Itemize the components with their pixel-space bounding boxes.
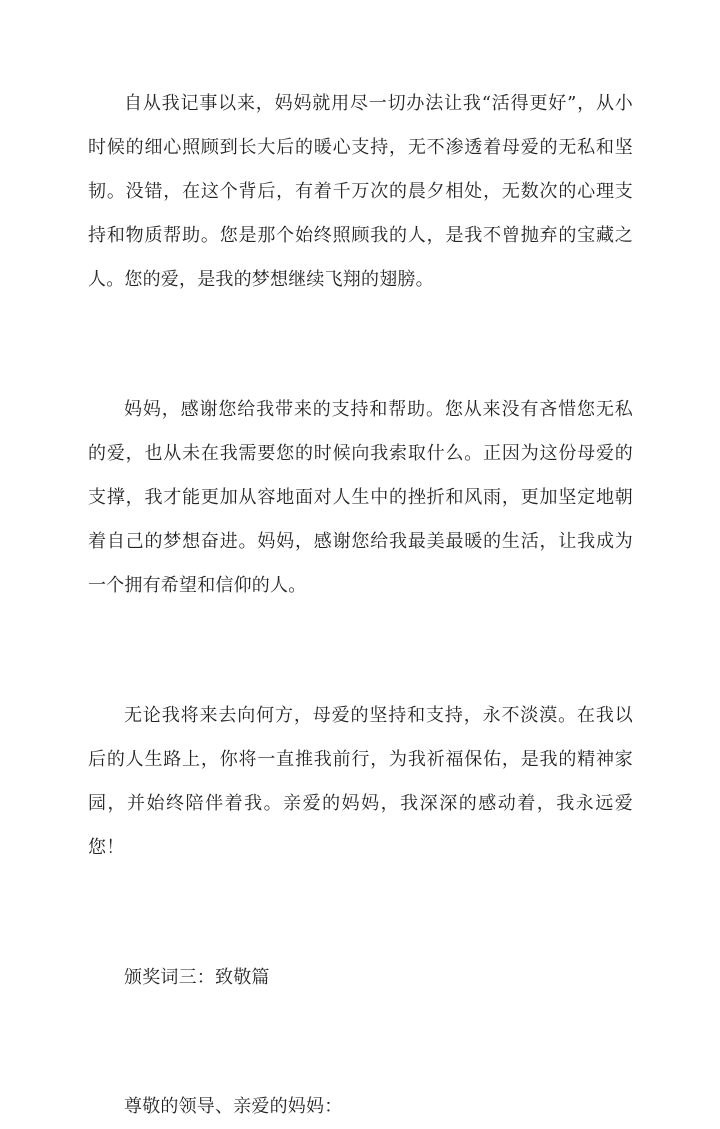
paragraph-1: 自从我记事以来，妈妈就用尽一切办法让我“活得更好”，从小时候的细心照顾到长大后的暖心支持，无不渗透着母爱的无私和坚韧。没错，在这个背后，有着千万次的晨夕相处，无数次的心理支持和物质帮助。您是那个始终照顾我的人，是我不曾抛弃的宝藏之人。您的爱，是我的梦想继续飞翔的翅膀。: [88, 93, 633, 290]
paragraph-3: 无论我将来去向何方，母爱的坚持和支持，永不淡漠。在我以后的人生路上，你将一直推我前行，为我祈福保佑，是我的精神家园，并始终陪伴着我。亲爱的妈妈，我深深的感动着，我永远爱您！: [88, 705, 633, 858]
section-heading: 颁奖词三：致敬篇: [124, 967, 270, 988]
document-body: [88, 82, 633, 1129]
salutation: 尊敬的领导、亲爱的妈妈：: [124, 1096, 343, 1117]
paragraph-2: 妈妈，感谢您给我带来的支持和帮助。您从来没有吝惜您无私的爱，也从未在我需要您的时候向我索取什么。正因为这份母爱的支撑，我才能更加从容地面对人生中的挫折和风雨，更加坚定地朝着自己的梦想奋进。妈妈，感谢您给我最美最暖的生活，让我成为一个拥有希望和信仰的人。: [88, 399, 633, 596]
